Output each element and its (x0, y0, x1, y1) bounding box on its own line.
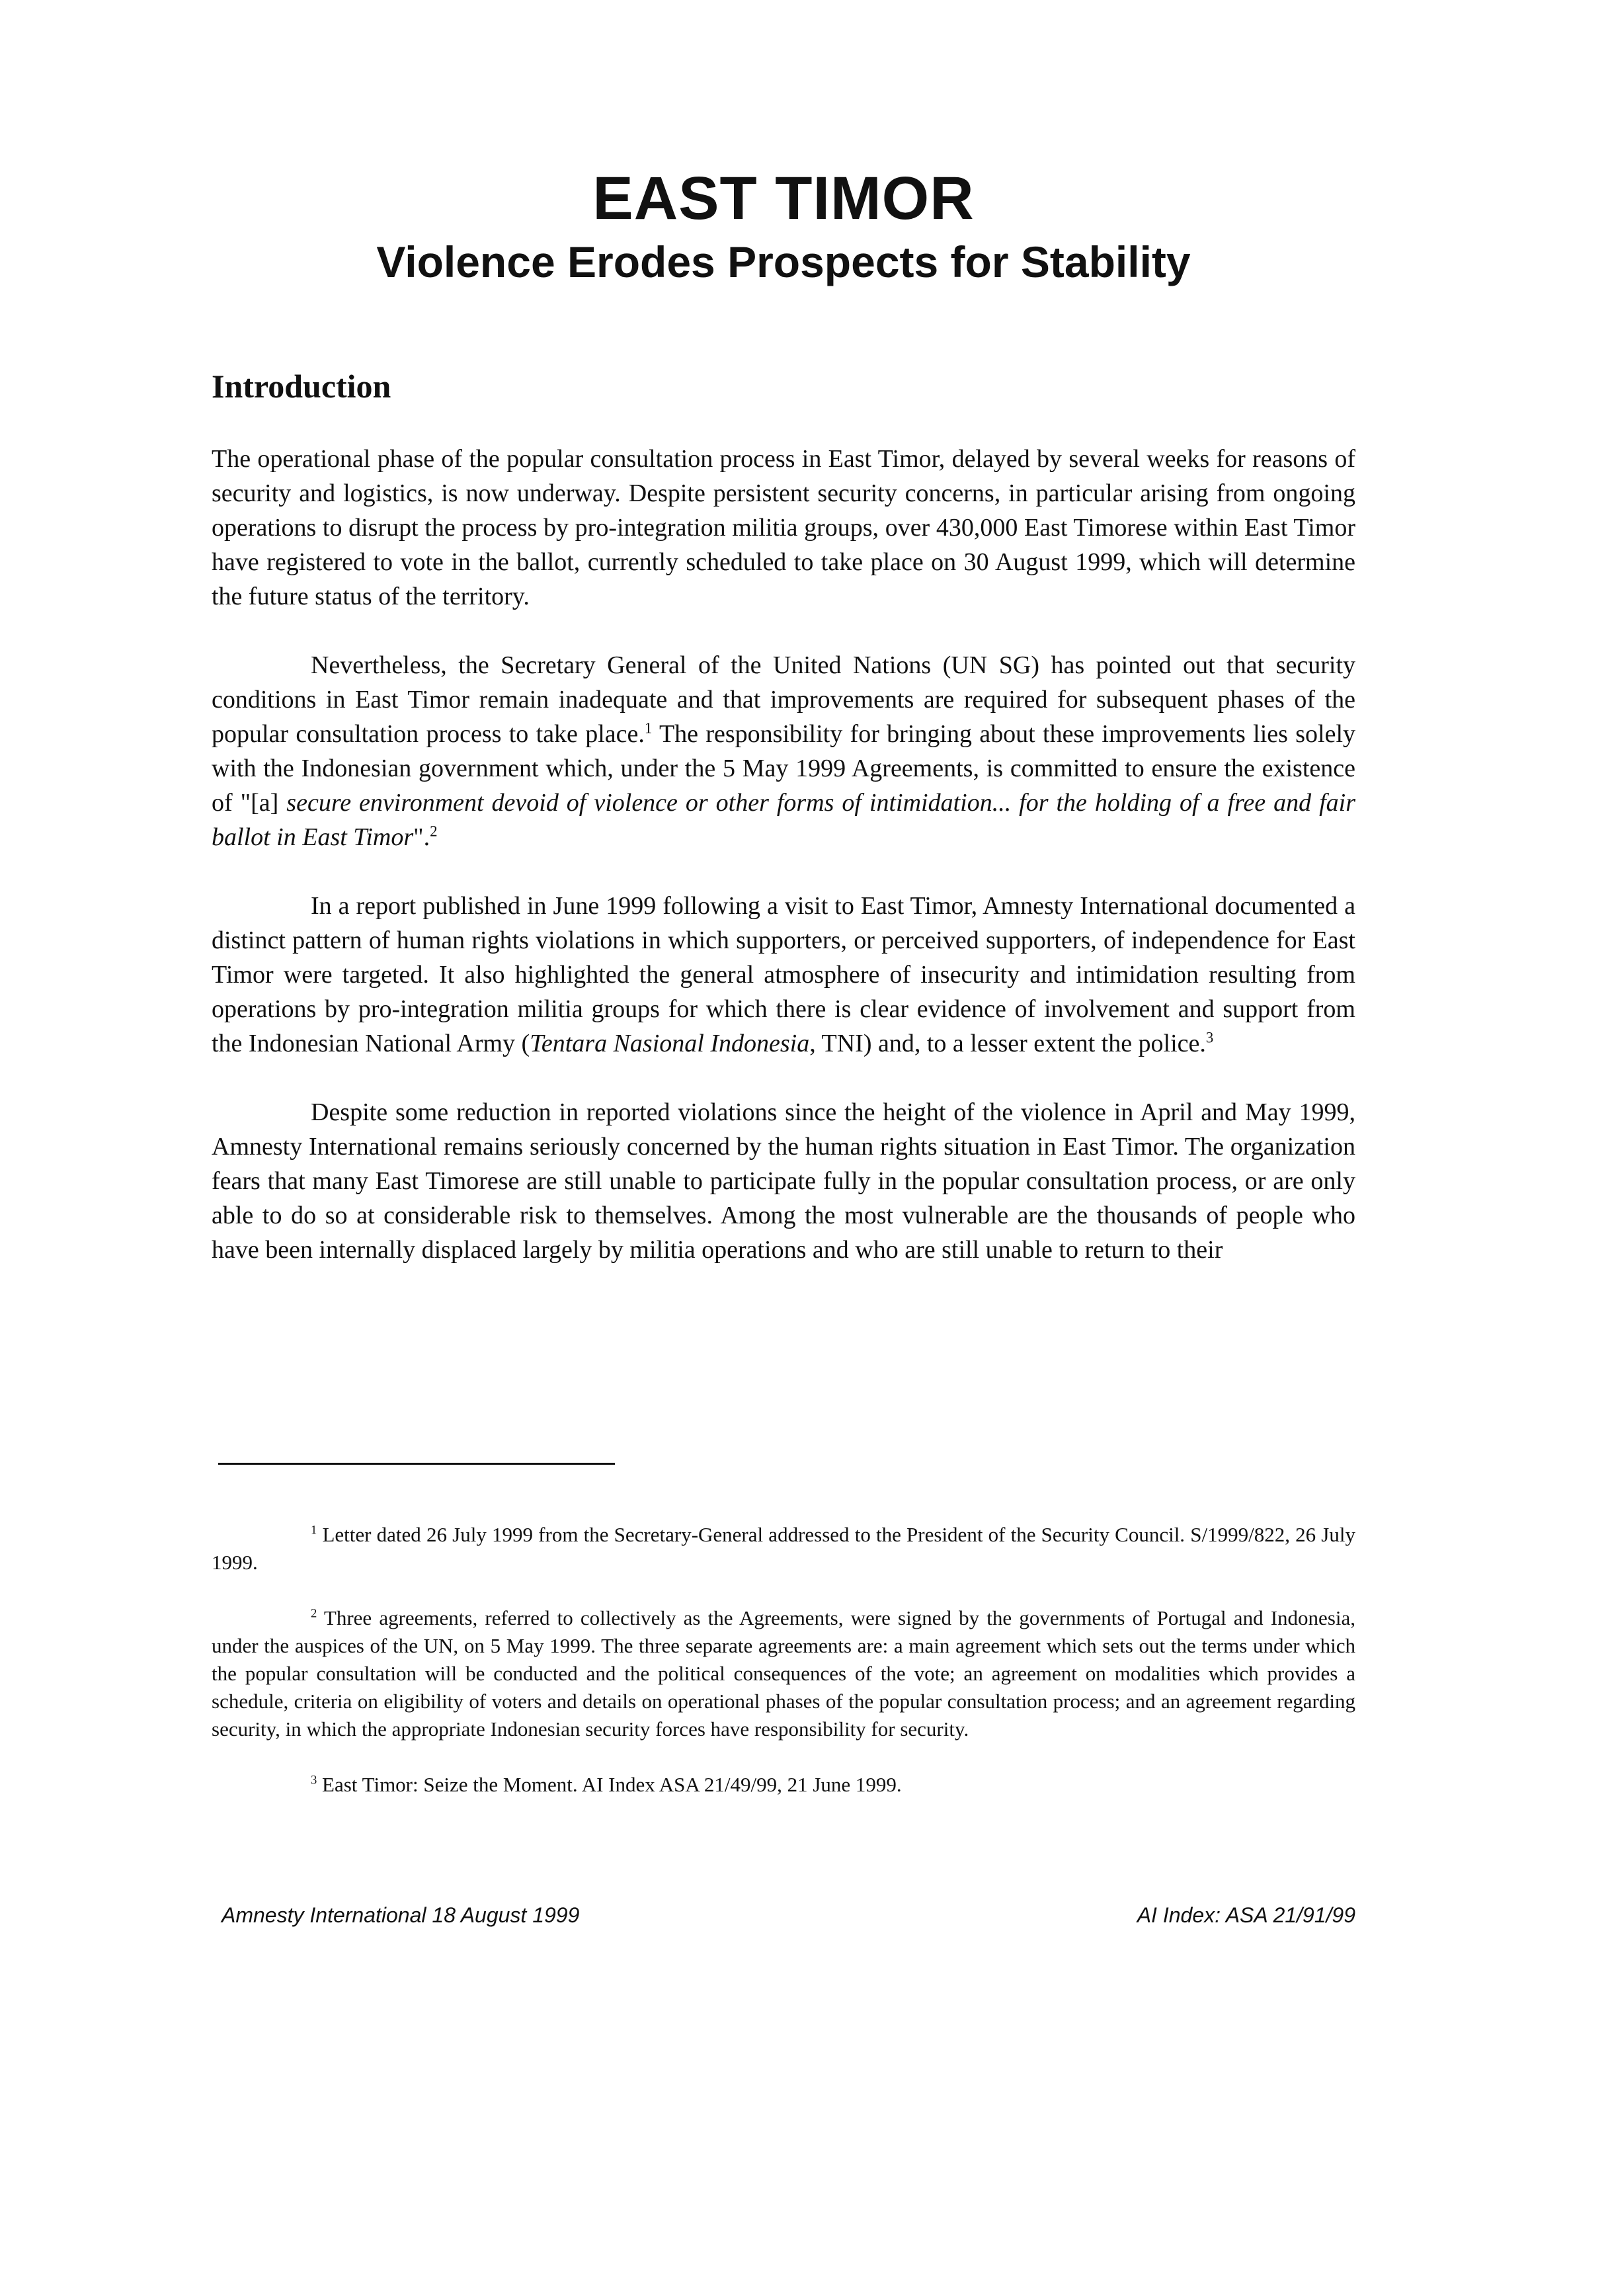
footnotes (212, 1521, 1355, 1826)
footnote-divider (218, 1463, 615, 1465)
paragraph-1 (212, 442, 1355, 614)
title-block (212, 165, 1355, 288)
footnote-1-mark: 1 (311, 1523, 317, 1538)
footnote-1-text: Letter dated 26 July 1999 from the Secretary-General addressed to the President of the Security Council. S/1999/822, 26 July 1999. (212, 1523, 1355, 1574)
footer-publisher-date: Amnesty International 18 August 1999 (221, 1903, 580, 1927)
footnote-2 (212, 1604, 1355, 1743)
paragraph-2-quote: secure environment devoid of violence or other forms of intimidation... for the holding of a free and fair ballot in East Timor (212, 789, 1355, 851)
paragraph-1-text: The operational phase of the popular consultation process in East Timor, delayed by several weeks for reasons of security and logistics, is now underway. Despite persistent security concerns, in particular arising from ongoing operations to disrupt the process by pro-integration militia groups, over 430,000 East Timorese within East Timor have registered to vote in the ballot, currently scheduled to take place on 30 August 1999, which will determine the future status of the territory. (212, 445, 1355, 610)
footnote-3-mark: 3 (311, 1773, 317, 1787)
paragraph-3 (212, 889, 1355, 1061)
document-subtitle: Violence Erodes Prospects for Stability (376, 237, 1191, 287)
paragraph-2 (212, 648, 1355, 854)
footnote-ref-3: 3 (1205, 1029, 1214, 1046)
paragraph-4-text: Despite some reduction in reported violations since the height of the violence in April and May 1999, Amnesty International remains seriously concerned by the human rights situation in East Timor. The organization fears that many East Timorese are still unable to participate fully in the popular consultation process, or are only able to do so at considerable risk to themselves. Among the most vulnerable are the thousands of people who have been internally displaced largely by militia operations and who are still unable to return to their (212, 1098, 1355, 1264)
body-text (212, 442, 1355, 1267)
footnote-3 (212, 1771, 1355, 1799)
paragraph-3-text-1: In a report published in June 1999 following a visit to East Timor, Amnesty International documented a distinct pattern of human rights violations in which supporters, or perceived supporters, of independence for East Timor were targeted. It also highlighted the general atmosphere of insecurity and intimidation resulting from operations by pro-integration militia groups for which there is clear evidence of involvement and support from the Indonesian National Army ( (212, 892, 1355, 1057)
footnote-2-mark: 2 (311, 1606, 317, 1621)
paragraph-2-text-2: The responsibility for bringing about these improvements lies solely with the Indonesian government which, under the 5 May 1999 Agreements, is committed to ensure the existence of "[a] (212, 720, 1355, 817)
footnote-ref-1: 1 (644, 719, 653, 737)
footer-ai-index: AI Index: ASA 21/91/99 (1137, 1903, 1355, 1927)
footnote-2-text: Three agreements, referred to collectively as the Agreements, were signed by the governments of Portugal and Indonesia, under the auspices of the UN, on 5 May 1999. The three separate agreements are: a main agreement which sets out the terms under which the popular consultation will be conducted and the political consequences of the vote; an agreement on modalities which provides a schedule, criteria on eligibility of voters and details on operational phases of the popular consultation process; and an agreement regarding security, in which the appropriate Indonesian security forces have responsibility for security. (212, 1606, 1355, 1741)
footnote-1 (212, 1521, 1355, 1577)
section-heading-introduction: Introduction (212, 368, 391, 405)
paragraph-3-italic: Tentara Nasional Indonesia (530, 1030, 810, 1057)
paragraph-2-text-1: Nevertheless, the Secretary General of the United Nations (UN SG) has pointed out that security conditions in East Timor remain inadequate and that improvements are required for subsequent phases of the popular consultation process to take place. (212, 651, 1355, 748)
footnote-ref-2: 2 (430, 823, 438, 840)
paragraph-3-text-2: , TNI) and, to a lesser extent the police. (809, 1030, 1206, 1057)
paragraph-2-text-3: ". (413, 823, 430, 851)
footnote-3-text: East Timor: Seize the Moment. AI Index ASA 21/49/99, 21 June 1999. (317, 1773, 902, 1796)
paragraph-4 (212, 1095, 1355, 1267)
document-page (212, 0, 1355, 2296)
document-title: EAST TIMOR (592, 165, 975, 232)
